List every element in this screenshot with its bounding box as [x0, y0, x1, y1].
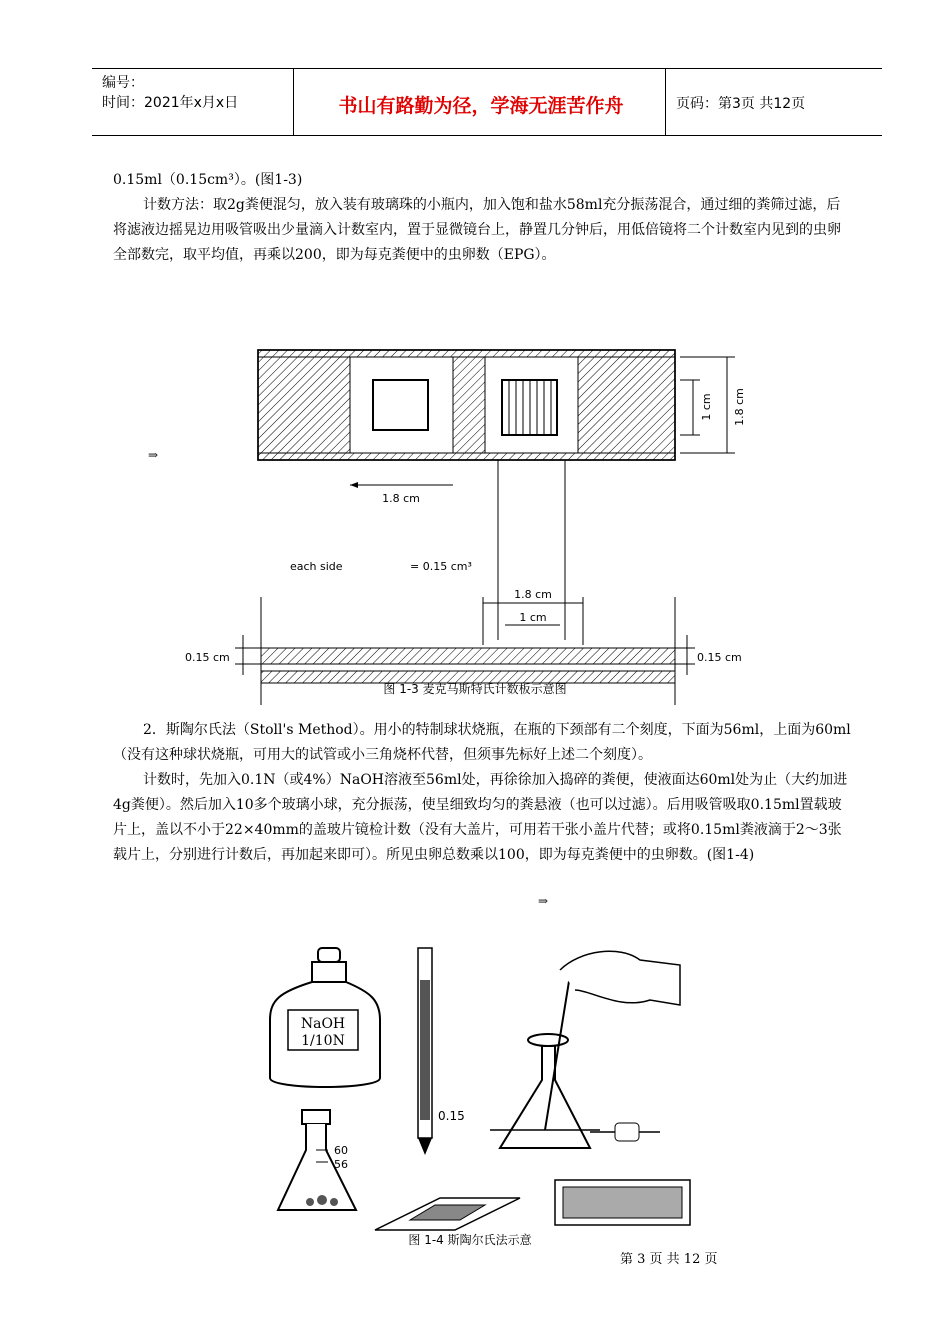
thickness-left: 0.15 cm	[185, 651, 230, 664]
pipette	[418, 948, 432, 1155]
body-line: 0.15ml（0.15cm³）。(图1-3)	[113, 172, 303, 188]
pipette-label: 0.15	[438, 1109, 465, 1123]
bottle-label-concentration: 1/10N	[301, 1033, 345, 1049]
header-motto: 书山有路勤为径，学海无涯苦作舟	[338, 95, 624, 117]
figure-1-4-caption: 图 1-4 斯陶尔氏法示意	[408, 1233, 532, 1247]
header-divider	[293, 69, 294, 135]
anchor-mark: ⇒	[148, 448, 159, 462]
number-label: 编号：	[102, 75, 144, 91]
flask-mark-56: 56	[334, 1158, 348, 1171]
body-paragraph: 计数时，先加入0.1N（或4%）NaOH溶液至56ml处，再徐徐加入捣碎的粪便，使液面达60ml处为止（大约加进4g粪便）。然后加入10多个玻璃小球，充分振荡，使呈细致均匀的粪悬液（也可以过滤）。后用吸管吸取0.15ml置载玻片上，盖以不小于22×40mm的盖玻片镜检计数（没有大盖片，可用若干张小盖片代替；或将0.15ml粪液滴于2～3张载片上，分别进行计数后，再加起来即可）。所见虫卵总数乘以100，即为每克粪便中的虫卵数。(图1-4)	[113, 772, 848, 863]
header-meta	[102, 73, 238, 113]
dim-1-8cm-vertical: 1.8 cm	[733, 388, 746, 426]
bottle-label-naoh: NaOH	[300, 1016, 346, 1032]
body-paragraph: 2．斯陶尔氏法（Stoll's Method）。用小的特制球状烧瓶，在瓶的下颈部有二个刻度，下面为56ml，上面为60ml（没有这种球状烧瓶，可用大的试管或小三角烧杯代替，但须事先标好上述二个刻度）。	[113, 722, 851, 763]
each-side-label: each side	[290, 560, 343, 573]
dim-1-8cm-lower: 1.8 cm	[514, 588, 552, 601]
erlenmeyer-flask	[500, 1034, 590, 1148]
page-footer: 第 3 页 共 12 页	[620, 1252, 718, 1267]
anchor-mark: ⇒	[538, 894, 549, 908]
page-header	[92, 68, 882, 136]
header-divider	[665, 69, 666, 135]
text-block-2	[113, 718, 853, 868]
header-page-label: 页码：第3页 共12页	[676, 96, 806, 112]
dim-1cm-lower: 1 cm	[519, 611, 547, 624]
volume-label: = 0.15 cm³	[410, 560, 472, 573]
time-label: 时间：2021年x月x日	[102, 95, 239, 111]
grid-square-left	[373, 380, 428, 430]
slide-top-view	[258, 350, 675, 460]
dim-1cm-vertical: 1 cm	[700, 393, 713, 421]
text-block-1	[113, 168, 853, 268]
hand	[560, 951, 680, 1005]
dim-1-8cm-horizontal: 1.8 cm	[382, 492, 420, 505]
figure-1-3-caption: 图 1-3 麦克马斯特氏计数板示意图	[383, 682, 567, 696]
stoll-method-figure	[260, 940, 720, 1250]
slide-side-view	[261, 648, 675, 664]
body-paragraph: 计数方法：取2g粪便混匀，放入装有玻璃珠的小瓶内，加入饱和盐水58ml充分振荡混合，通过细的粪筛过滤，后将滤液边摇晃边用吸管吸出少量滴入计数室内，置于显微镜台上，静置几分钟后，用低倍镜将二个计数室内见到的虫卵全部数完，取平均值，再乘以200，即为每克粪便中的虫卵数（EPG）。	[113, 197, 841, 263]
mcmaster-slide-figure	[175, 335, 775, 710]
thickness-right: 0.15 cm	[697, 651, 742, 664]
flask-mark-60: 60	[334, 1144, 348, 1157]
